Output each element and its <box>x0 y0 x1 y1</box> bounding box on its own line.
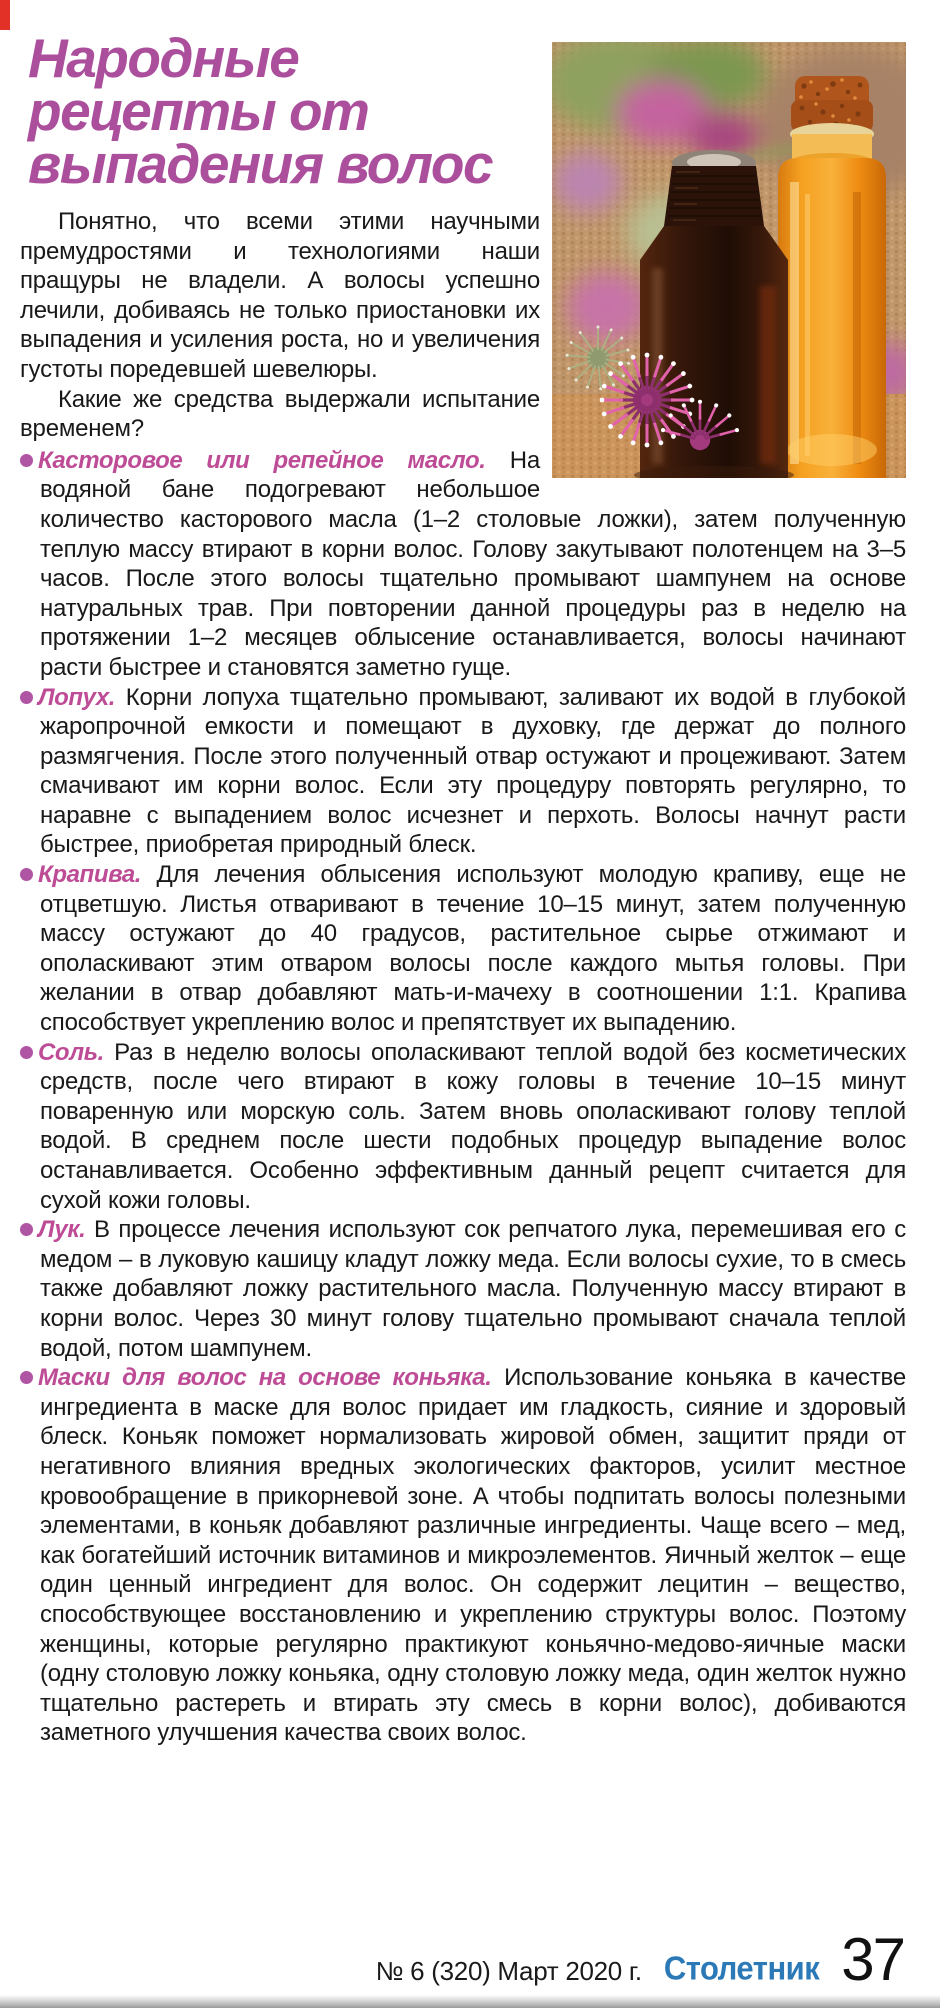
bullet-icon <box>20 1046 33 1059</box>
recipe-body: Раз в неделю волосы ополаскивают теплой водой без косметических средств, после чего втирают в кожу головы в течение 10–15 минут поваренную или морскую соль. Затем вновь ополаскивают голову теплой водой. В среднем после шести подобных процедур выпадение волос останавливается. Особенно эффективным данный рецепт считается для сухой кожи головы. <box>40 1038 906 1214</box>
bullet-icon <box>20 454 33 467</box>
page-number: 37 <box>841 1926 904 1993</box>
title-line-1: Народные <box>28 27 299 89</box>
article-photo <box>552 42 906 478</box>
recipe-castor-burdock-oil <box>40 446 906 683</box>
recipe-lead: Соль. <box>38 1038 104 1066</box>
recipes-list <box>20 446 906 1748</box>
recipe-lead: Лопух. <box>38 683 116 711</box>
page-footer <box>376 1925 904 1994</box>
recipe-lead: Касторовое или репейное масло. <box>38 446 486 474</box>
recipe-body: Корни лопуха тщательно промывают, заливают их водой в глубокой жаропрочной емкости и помещают в духовку, где держат до полного размягчения. После этого полученный отвар остужают и процеживают. Затем смачивают им корни волос. Если эту процедуру повторять регулярно, то наравне с выпадением волос исчезнет и перхоть. Волосы начнут расти быстрее, приобретая природный блеск. <box>40 683 906 859</box>
bullet-icon <box>20 868 33 881</box>
recipe-lead: Крапива. <box>38 861 142 889</box>
intro-paragraph-1: Понятно, что всеми этими научными премудростями и технологиями наши пращуры не владели. А волосы успешно лечили, добиваясь не только приостановки их выпадения и усиления роста, но и увеличения густоты поредевшей шевелюры. <box>20 208 540 383</box>
issue-date-label: № 6 (320) Март 2020 г. <box>375 1956 642 1986</box>
recipe-salt <box>40 1038 906 1216</box>
recipe-lead: Маски для волос на основе коньяка. <box>38 1364 492 1392</box>
recipe-lead: Лук. <box>38 1216 86 1244</box>
title-line-3: выпадения волос <box>28 133 493 195</box>
recipe-body: На водяной бане подогревают небольшое количество касторового масла (1–2 столовые ложки), затем полученную теплую массу втирают в корни волос. Голову закутывают полотенцем на 3–5 часов. После этого волосы тщательно промывают шампунем на основе натуральных трав. При повторении данной процедуры раз в неделю на протяжении 1–2 месяцев облысение останавливается, волосы начинают расти быстрее и становятся заметно гуще. <box>40 446 906 681</box>
page-bottom-edge <box>0 1995 940 2008</box>
recipe-body: Использование коньяка в качестве ингредиента в маске для волос придает им гладкость, сияние и здоровый блеск. Коньяк поможет нормализовать жировой обмен, защитит пряди от негативного влияния вредных экологических факторов, усилит местное кровообращение в прикорневой зоне. А чтобы подпитать волосы полезными элементами, в коньяк добавляют различные ингредиенты. Чаще всего – мед, как богатейший источник витаминов и микроэлементов. Яичный желток – еще один ценный ингредиент для волос. Он содержит лецитин – вещество, способствующее восстановлению и укреплению структуры волос. Поэтому женщины, которые регулярно практикуют коньячно-медово-яичные маски (одну столовую ложку коньяка, одну столовую ложку меда, один желток нужно тщательно растереть и втирать эту смесь в корни волос), добиваются заметного улучшения качества своих волос. <box>40 1364 906 1747</box>
amber-oil-bottle <box>778 76 886 478</box>
recipe-body: Для лечения облысения используют молодую крапиву, еще не отцветшую. Листья отваривают в течение 10–15 минут, затем полученную массу остужают до 40 градусов, растительное сырье отжимают и ополаскивают этим отваром волосы после каждого мытья головы. При желании в отвар добавляют мать-и-мачеху в соотношении 1:1. Крапива способствует укреплению волос и препятствует их выпадению. <box>40 861 907 1037</box>
recipe-body: В процессе лечения используют сок репчатого лука, перемешивая его с медом – в луковую кашицу кладут ложку меда. Если волосы сухие, то в смесь также добавляют ложку растительного масла. Полученную массу втирают в корни волос. Через 30 минут голову тщательно промывают сначала теплой водой, потом шампунем. <box>40 1216 906 1362</box>
magazine-logo: Столетник <box>663 1949 820 1987</box>
bullet-icon <box>20 1371 33 1384</box>
recipe-nettle <box>40 860 906 1038</box>
page-edge-red-mark <box>0 0 10 30</box>
title-line-2: рецепты от <box>28 80 369 142</box>
recipe-burdock-root <box>40 683 906 861</box>
bullet-icon <box>20 1223 33 1236</box>
intro-paragraph-2: Какие же средства выдержали испытание временем? <box>20 385 540 443</box>
oil-bottles-photo <box>552 42 906 478</box>
recipe-cognac-masks <box>40 1363 906 1748</box>
bullet-icon <box>20 691 33 704</box>
article <box>20 28 906 1748</box>
recipe-onion <box>40 1215 906 1363</box>
